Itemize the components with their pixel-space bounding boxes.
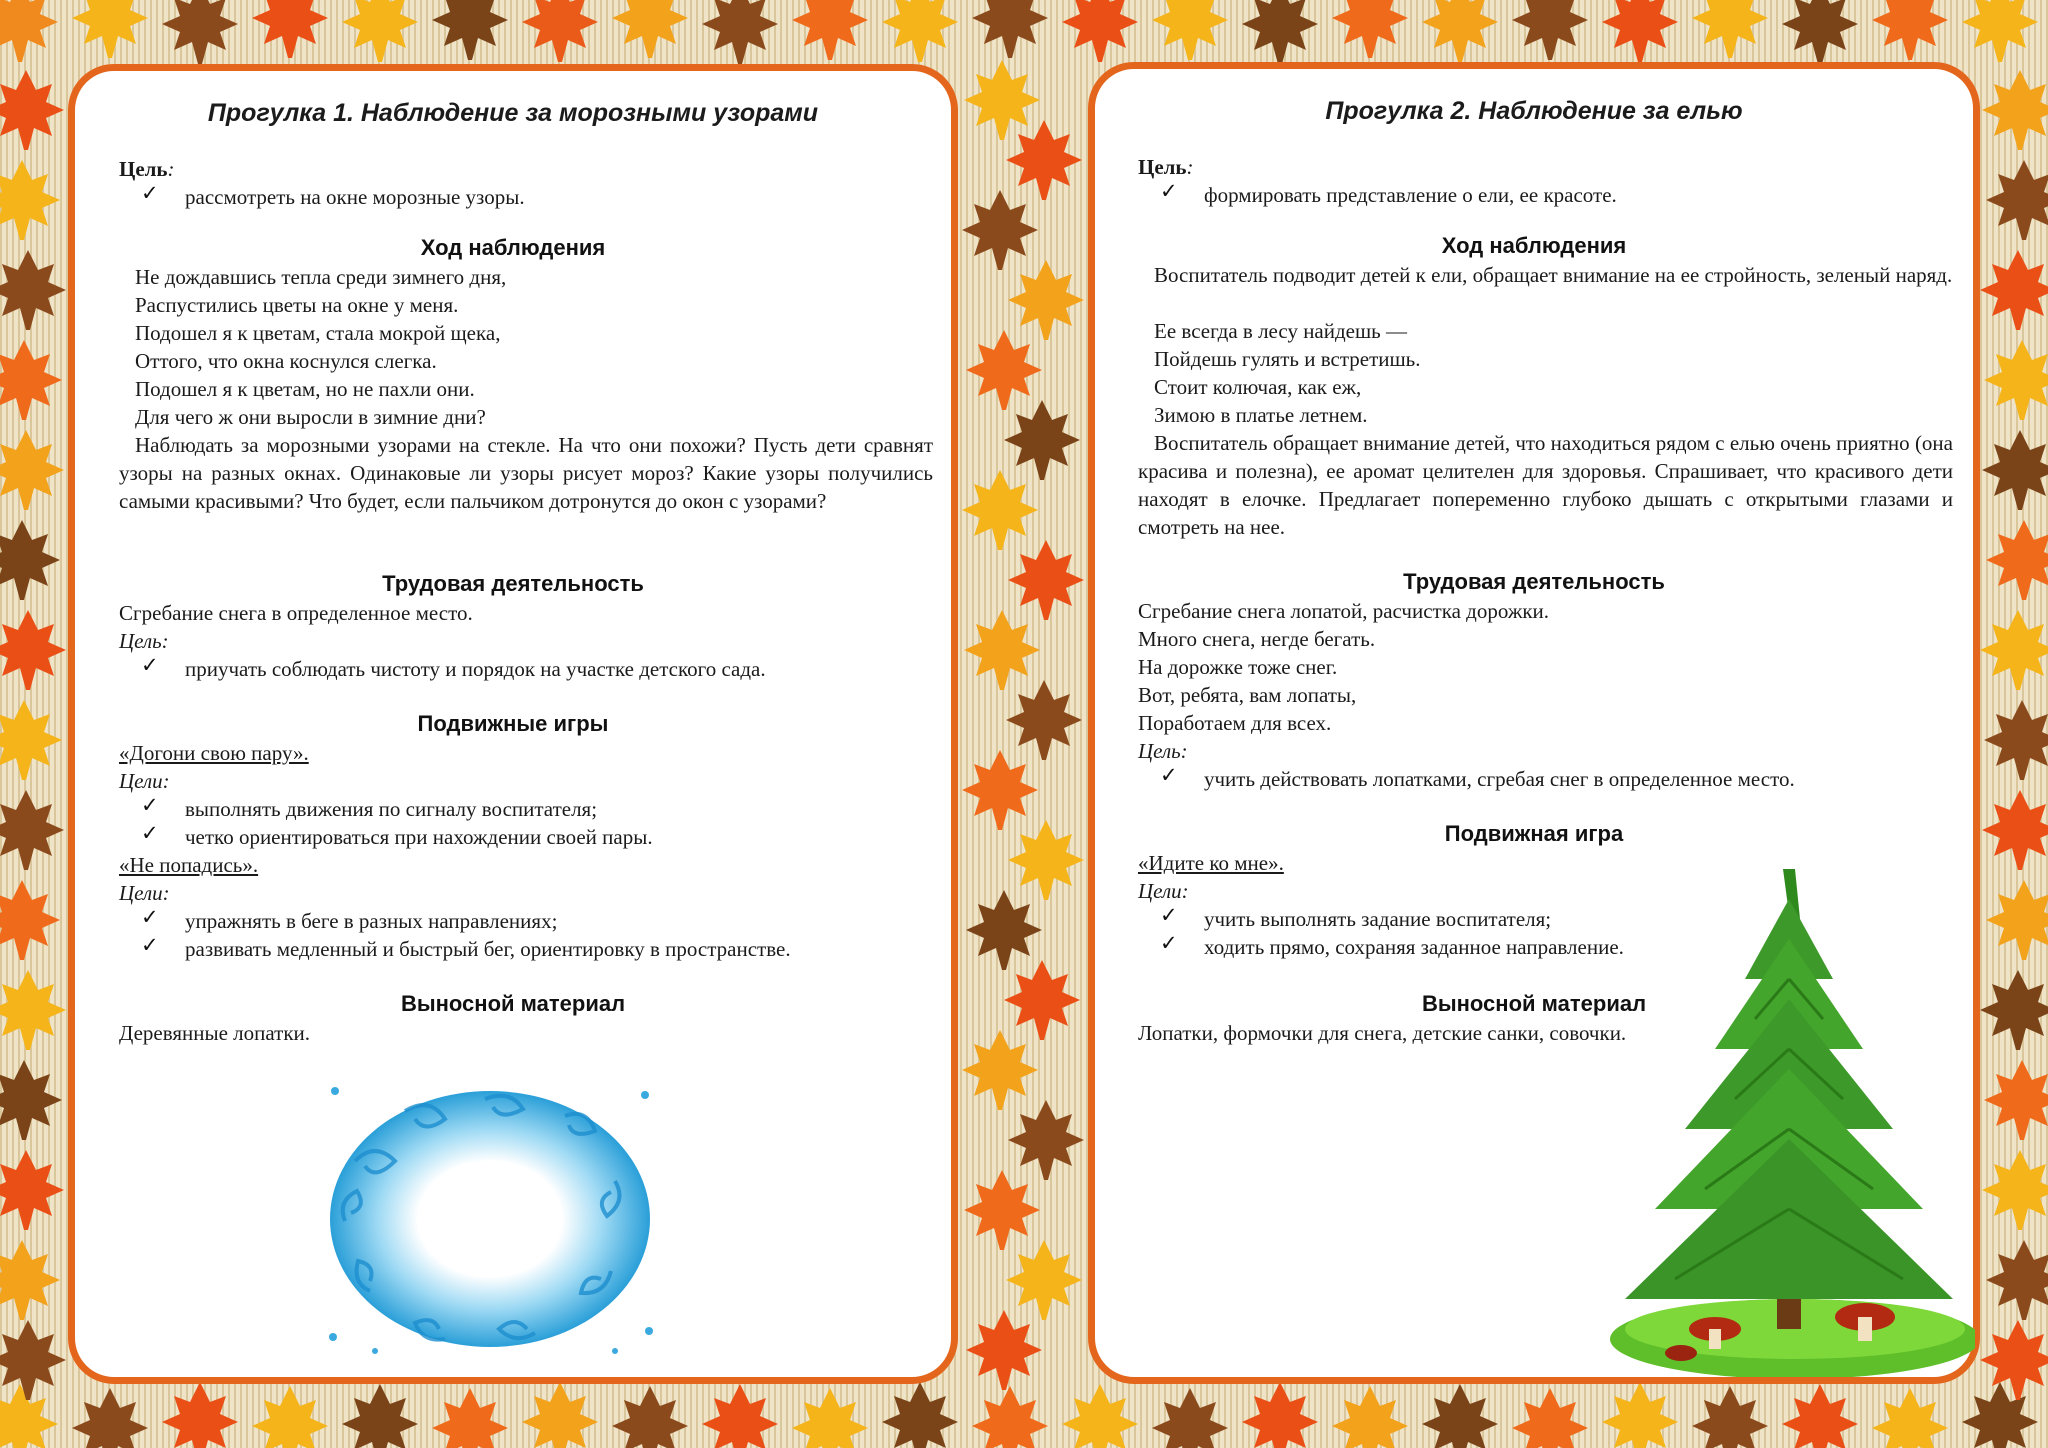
walk2-observe-text: Воспитатель обращает внимание детей, что находиться рядом с елью очень приятно (она красива и полезна), ее аромат целителен для здоровья. Спрашивает, что красивого дети находят в елочке. Предлагает попеременно глубоко дышать с открытыми глазами и смотреть на нее. bbox=[1138, 431, 1953, 539]
walk2-material-heading: Выносной материал bbox=[1421, 991, 1647, 1016]
walk1-game1-goal: выполнять движения по сигналу воспитателя; bbox=[185, 797, 598, 821]
checkmark-icon: ✓ bbox=[141, 821, 159, 845]
checkmark-icon: ✓ bbox=[1160, 903, 1178, 927]
walk1-poem-line: Оттого, что окна коснулся слегка. bbox=[135, 349, 437, 373]
walk1-observe-text: Наблюдать за морозными узорами на стекле. На что они похожи? Пусть дети сравнят узоры на разных окнах. Одинаковые ли узоры рисует мороз? Какие узоры получились самыми красивыми? Что будет, если пальчиком дотронутся до окон с узорами? bbox=[119, 433, 933, 513]
walk1-progress-heading: Ход наблюдения bbox=[420, 235, 606, 260]
walk1-games-heading: Подвижные игры bbox=[417, 711, 609, 736]
walk1-goal-line bbox=[119, 155, 175, 183]
walk1-game1-goal: четко ориентироваться при нахождении своей пары. bbox=[185, 825, 653, 849]
walk2-game-goals-label: Цели: bbox=[1138, 879, 1189, 903]
walk2-labor-goal-item: учить действовать лопатками, сгребая снег в определенное место. bbox=[1204, 767, 1795, 791]
walk1-game1-goals-label: Цели: bbox=[119, 769, 170, 793]
checkmark-icon: ✓ bbox=[141, 905, 159, 929]
walk2-labor-line: Сгребание снега лопатой, расчистка дорожки. bbox=[1138, 599, 1550, 623]
checkmark-icon: ✓ bbox=[141, 181, 159, 205]
walk2-poem-line: Стоит колючая, как еж, bbox=[1154, 375, 1362, 399]
walk1-labor-text: Сгребание снега в определенное место. bbox=[119, 601, 473, 625]
frost-pattern-illustration bbox=[315, 1071, 665, 1361]
checkmark-icon: ✓ bbox=[141, 793, 159, 817]
leaf-column-middle bbox=[962, 60, 1084, 1390]
walk2-poem-line: Ее всегда в лесу найдешь — bbox=[1154, 319, 1407, 343]
walk1-title: Прогулка 1. Наблюдение за морозными узорами bbox=[207, 99, 819, 127]
walk2-material-text: Лопатки, формочки для снега, детские санки, совочки. bbox=[1138, 1021, 1627, 1045]
walk2-labor-line: На дорожке тоже снег. bbox=[1138, 655, 1338, 679]
walk2-game-heading: Подвижная игра bbox=[1444, 821, 1624, 846]
walk2-panel bbox=[1088, 62, 1980, 1384]
walk2-goal-colon: : bbox=[1186, 155, 1194, 179]
checkmark-icon: ✓ bbox=[1160, 179, 1178, 203]
leaf-column-right bbox=[1980, 70, 2048, 1400]
checkmark-icon: ✓ bbox=[1160, 763, 1178, 787]
walk1-poem-line: Для чего ж они выросли в зимние дни? bbox=[135, 405, 486, 429]
walk2-labor-line: Вот, ребята, вам лопаты, bbox=[1138, 683, 1357, 707]
walk1-poem-line: Не дождавшись тепла среди зимнего дня, bbox=[135, 265, 507, 289]
checkmark-icon: ✓ bbox=[1160, 931, 1178, 955]
walk1-material-heading: Выносной материал bbox=[400, 991, 626, 1016]
walk2-intro-text: Воспитатель подводит детей к ели, обращает внимание на ее стройность, зеленый наряд. bbox=[1154, 263, 1953, 287]
walk1-labor-heading: Трудовая деятельность bbox=[382, 571, 644, 596]
walk2-game-goal: ходить прямо, сохраняя заданное направление. bbox=[1204, 935, 1624, 959]
walk1-game2-goal: развивать медленный и быстрый бег, ориентировку в пространстве. bbox=[185, 937, 791, 961]
walk1-game1-name: «Догони свою пару». bbox=[119, 741, 309, 765]
walk1-game2-name: «Не попадись». bbox=[119, 853, 259, 877]
walk2-labor-line: Много снега, негде бегать. bbox=[1138, 627, 1376, 651]
walk1-game2-goals-label: Цели: bbox=[119, 881, 170, 905]
checkmark-icon: ✓ bbox=[141, 653, 159, 677]
walk2-game-name: «Идите ко мне». bbox=[1138, 851, 1284, 875]
walk1-goal-label: Цель bbox=[119, 157, 168, 181]
walk1-goal-item: рассмотреть на окне морозные узоры. bbox=[185, 185, 525, 209]
leaf-row-top bbox=[0, 0, 2038, 64]
walk1-poem-line: Подошел я к цветам, но не пахли они. bbox=[135, 377, 475, 401]
checkmark-icon: ✓ bbox=[141, 933, 159, 957]
walk2-title: Прогулка 2. Наблюдение за елью bbox=[1325, 97, 1743, 125]
leaf-row-bottom bbox=[0, 1382, 2038, 1448]
walk1-material-text: Деревянные лопатки. bbox=[119, 1021, 311, 1045]
walk1-goal-colon: : bbox=[167, 157, 175, 181]
walk2-labor-line: Поработаем для всех. bbox=[1138, 711, 1332, 735]
walk2-goal-label: Цель bbox=[1138, 155, 1187, 179]
walk2-game-goal: учить выполнять задание воспитателя; bbox=[1204, 907, 1552, 931]
walk1-labor-goal-item: приучать соблюдать чистоту и порядок на участке детского сада. bbox=[185, 657, 766, 681]
fir-tree-illustration bbox=[1595, 869, 1975, 1377]
walk1-poem-line: Подошел я к цветам, стала мокрой щека, bbox=[135, 321, 501, 345]
walk1-panel bbox=[68, 64, 958, 1384]
walk2-poem-line: Зимою в платье летнем. bbox=[1154, 403, 1368, 427]
walk1-game2-goal: упражнять в беге в разных направлениях; bbox=[185, 909, 558, 933]
walk2-poem-line: Пойдешь гулять и встретишь. bbox=[1154, 347, 1421, 371]
walk1-labor-goal-label: Цель: bbox=[119, 629, 169, 653]
walk2-labor-heading: Трудовая деятельность bbox=[1403, 569, 1665, 594]
walk2-goal-line bbox=[1138, 153, 1194, 181]
walk1-poem-line: Распустились цветы на окне у меня. bbox=[135, 293, 459, 317]
walk2-progress-heading: Ход наблюдения bbox=[1441, 233, 1627, 258]
walk2-labor-goal-label: Цель: bbox=[1138, 739, 1188, 763]
leaf-column-left bbox=[0, 70, 66, 1400]
walk2-goal-item: формировать представление о ели, ее красоте. bbox=[1204, 183, 1617, 207]
